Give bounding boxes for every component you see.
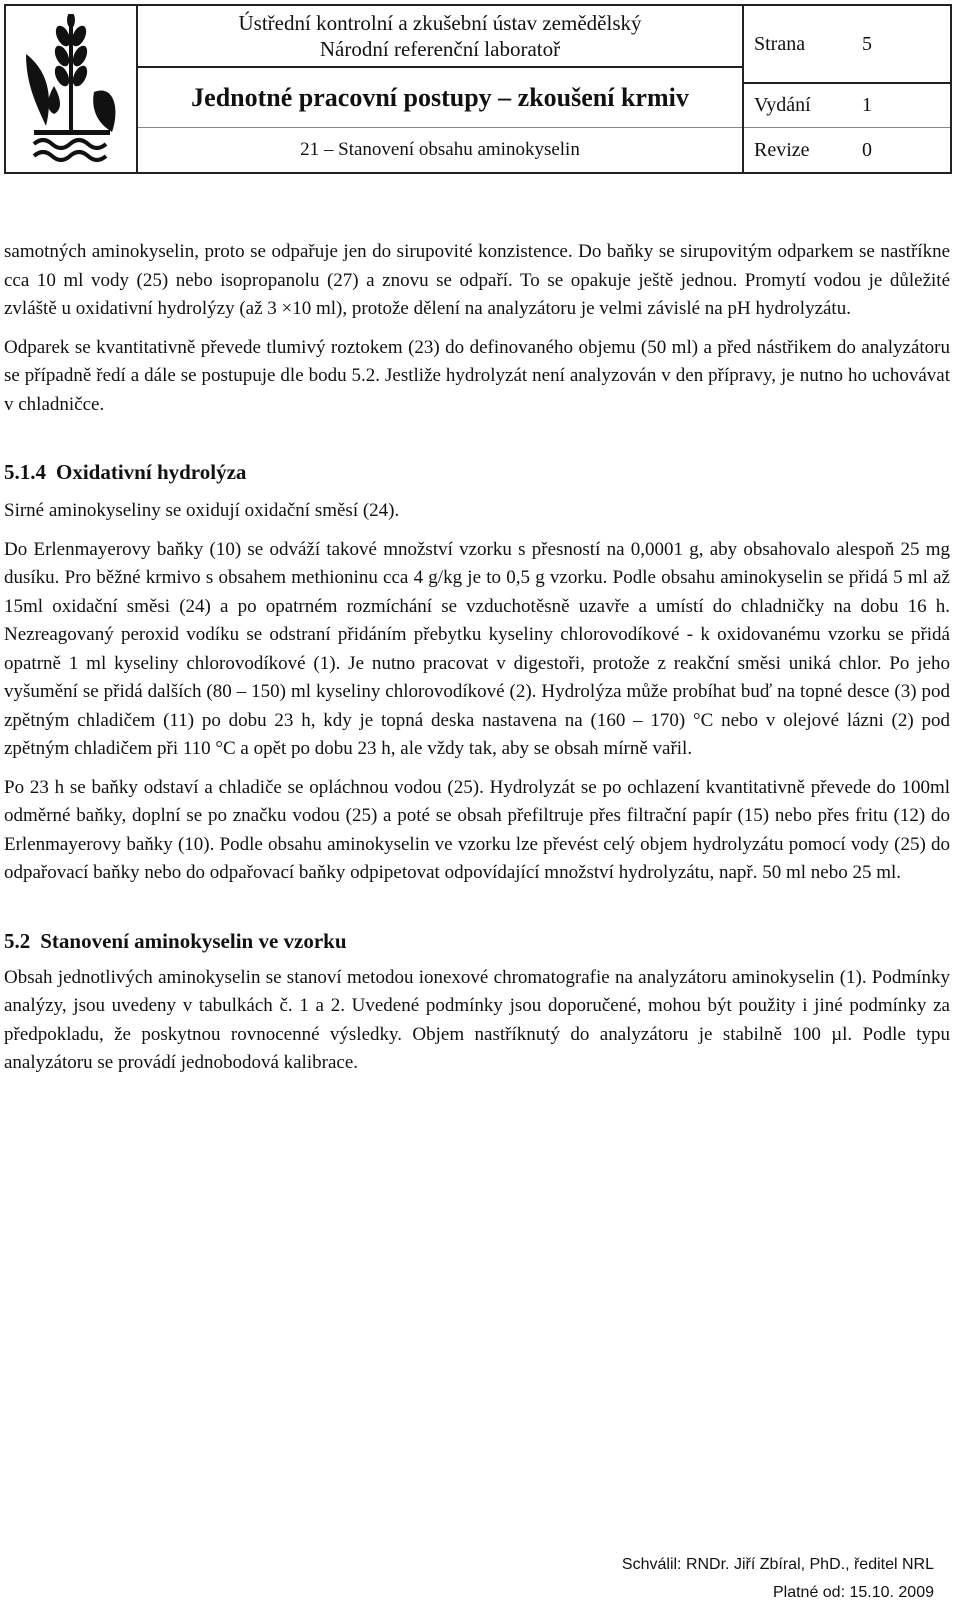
paragraph-6: Obsah jednotlivých aminokyselin se stanoví metodou ionexové chromatografie na analyzátoru aminokyselin (1). Podmínky analýzy, jsou uvedeny v tabulkách č. 1 a 2. Uvedené podmínky jsou doporučené, mohou být použity i jiné podmínky za předpokladu, že poskytnou rovnocenné výsledky. Objem nastříknutý do analyzátoru je stabilně 100 µl. Podle typu analyzátoru se provádí jednobodová kalibrace. [4,966,950,1073]
section-heading-5-2 [4,926,950,956]
institution-name [138,6,742,68]
document-body [4,238,950,1078]
edition-cell [744,84,950,128]
header-meta [744,6,950,172]
page-number-cell [744,6,950,84]
paragraph-1: samotných aminokyselin, proto se odpařuje jen do sirupovité konzistence. Do baňky se sirupovitým odparkem se nastříkne cca 10 ml vody (25) nebo isopropanolu (27) a znovu se odpaří. To se opakuje ještě jednou. Promytí vodou je důležité zvláště u oxidativní hydrolýzy (až 3 ×10 ml), protože dělení na analyzátoru je velmi závislé na pH hydrolyzátu. [4,241,950,319]
edition-label: Vydání [754,94,811,116]
footer-approved: Schválil: RNDr. Jiří Zbíral, PhD., ředitel NRL [621,1556,934,1573]
revision-label: Revize [754,138,810,161]
section-number: 5.1.4 [4,460,46,484]
institution-logo [6,6,138,172]
section-heading-5-1-4 [4,457,950,487]
document-subtitle: 21 – Stanovení obsahu aminokyselin [300,139,580,160]
paragraph-4: Do Erlenmayerovy baňky (10) se odváží takové množství vzorku s přesností na 0,0001 g, aby obsahovalo alespoň 25 mg dusíku. Pro běžné krmivo s obsahem methioninu cca 4 g/kg je to 0,5 g vzorku. Podle obsahu aminokyselin se přidá 5 ml až 15ml oxidační směsi (24) a po opatrném rozmíchání se vzduchotěsně uzavře a umístí do chladničky na dobu 16 h. Nezreagovaný peroxid vodíku se odstraní přidáním přebytku kyseliny chlorovodíkové - k oxidovanému vzorku se přidá opatrně 1 ml kyseliny chlorovodíkové (1). Je nutno pracovat v digestoři, protože z reakční směsi uniká chlor. Po jeho vyšumění se přidá dalších (80 – 150) ml kyseliny chlorovodíkové (2). Hydrolýza může probíhat buď na topné desce (3) pod zpětným chladičem (11) po dobu 23 h, kdy je topná deska nastavena na (160 – 170) °C nebo v olejové lázni (2) pod zpětným chladičem při 110 °C a opět po dobu 23 h, ale vždy tak, aby se obsah mírně vařil. [4,538,950,759]
paragraph-3: Sirné aminokyseliny se oxidují oxidační směsí (24). [4,500,400,521]
header-middle [138,6,744,172]
institution-line1: Ústřední kontrolní a zkušební ústav zemědělský [238,11,642,35]
institution-line2: Národní referenční laboratoř [319,37,561,61]
page-number: 5 [862,32,872,55]
section-number: 5.2 [4,928,31,953]
edition-number: 1 [862,94,872,116]
paragraph-5: Po 23 h se baňky odstaví a chladiče se opláchnou vodou (25). Hydrolyzát se po ochlazení kvantitativně převede do 100ml odměrné baňky, doplní se po značku vodou (25) a poté se obsah přefiltruje přes filtrační papír (15) nebo přes fritu (12) do Erlenmayerovy baňky (10). Podle obsahu aminokyselin ve vzorku lze převést celý objem hydrolyzátu pomocí vody (25) do odpařovací baňky nebo do odpařovací baňky odpipetovat odpovídající množství hydrolyzátu, např. 50 ml nebo 25 ml. [4,776,950,883]
wheat-logo-icon [16,14,126,164]
section-title: Oxidativní hydrolýza [56,460,247,484]
document-title: Jednotné pracovní postupy – zkoušení krmiv [138,68,742,128]
document-header [4,4,952,174]
footer-valid-from: Platné od: 15.10. 2009 [772,1584,934,1601]
page-label: Strana [754,32,806,55]
paragraph-2: Odparek se kvantitativně převede tlumivý roztokem (23) do definovaného objemu (50 ml) a před nástřikem do analyzátoru se případně ředí a dále se postupuje dle bodu 5.2. Jestliže hydrolyzát není analyzován v den přípravy, je nutno ho uchovávat v chladničce. [4,336,950,415]
revision-cell [744,128,950,172]
revision-number: 0 [862,138,872,161]
section-title: Stanovení aminokyselin ve vzorku [40,928,347,953]
